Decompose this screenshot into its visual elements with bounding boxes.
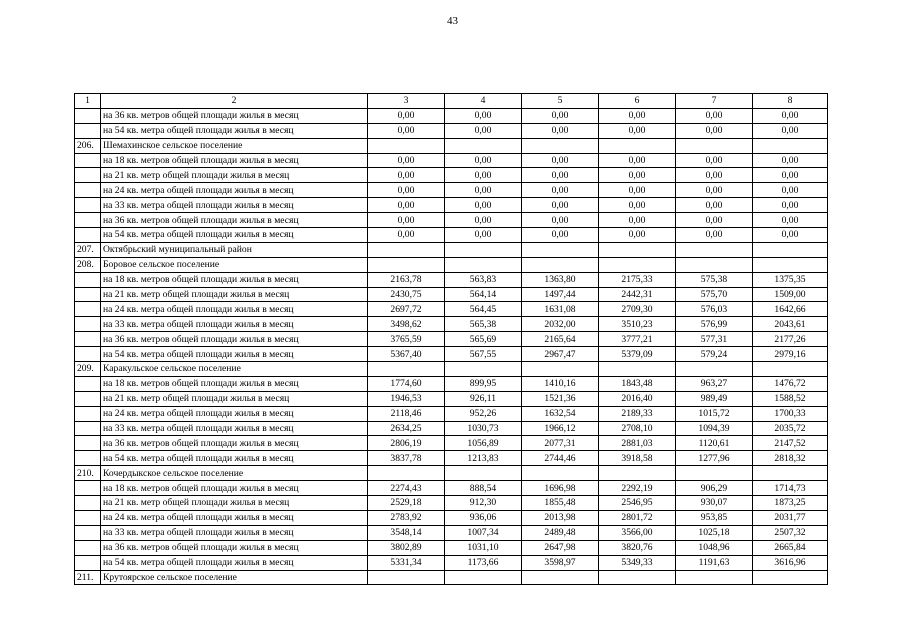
- value-cell: 1476,72: [753, 376, 828, 391]
- table-row: [75, 451, 828, 466]
- value-cell: 2665,84: [753, 540, 828, 555]
- value-cell: [522, 138, 599, 153]
- row-number-cell: 209.: [75, 362, 101, 377]
- value-cell: 0,00: [445, 168, 522, 183]
- value-cell: [753, 362, 828, 377]
- row-number-cell: [75, 272, 101, 287]
- table-row: [75, 481, 828, 496]
- value-cell: 0,00: [753, 123, 828, 138]
- value-cell: 3548,14: [368, 525, 445, 540]
- value-cell: 0,00: [445, 198, 522, 213]
- value-cell: 899,95: [445, 376, 522, 391]
- value-cell: 577,31: [676, 332, 753, 347]
- column-number-cell: 5: [522, 94, 599, 109]
- row-number-cell: [75, 555, 101, 570]
- value-cell: 2032,00: [522, 317, 599, 332]
- table-row: [75, 183, 828, 198]
- row-number-cell: [75, 317, 101, 332]
- value-cell: 1031,10: [445, 540, 522, 555]
- value-cell: 1714,73: [753, 481, 828, 496]
- value-cell: 1843,48: [599, 376, 676, 391]
- table-row: [75, 496, 828, 511]
- row-name-cell: на 36 кв. метров общей площади жилья в месяц: [101, 540, 368, 555]
- value-cell: 576,99: [676, 317, 753, 332]
- row-number-cell: [75, 391, 101, 406]
- column-number-cell: 7: [676, 94, 753, 109]
- row-number-cell: [75, 332, 101, 347]
- table-row: [75, 287, 828, 302]
- value-cell: 2507,32: [753, 525, 828, 540]
- value-cell: [445, 138, 522, 153]
- row-number-cell: [75, 436, 101, 451]
- value-cell: 2077,31: [522, 436, 599, 451]
- row-number-cell: [75, 451, 101, 466]
- row-number-cell: [75, 287, 101, 302]
- value-cell: 2165,64: [522, 332, 599, 347]
- value-cell: 3802,89: [368, 540, 445, 555]
- table-row: [75, 540, 828, 555]
- table-row: [75, 555, 828, 570]
- value-cell: 0,00: [676, 123, 753, 138]
- row-number-cell: [75, 108, 101, 123]
- value-cell: 1632,54: [522, 406, 599, 421]
- value-cell: 1120,61: [676, 436, 753, 451]
- value-cell: [599, 362, 676, 377]
- value-cell: 2189,33: [599, 406, 676, 421]
- table-row: [75, 242, 828, 257]
- value-cell: 3566,00: [599, 525, 676, 540]
- value-cell: [753, 257, 828, 272]
- value-cell: 565,69: [445, 332, 522, 347]
- value-cell: 0,00: [753, 153, 828, 168]
- table-row: [75, 466, 828, 481]
- row-name-cell: на 54 кв. метра общей площади жилья в месяц: [101, 228, 368, 243]
- table-row: [75, 123, 828, 138]
- value-cell: 2967,47: [522, 347, 599, 362]
- value-cell: 0,00: [676, 213, 753, 228]
- value-cell: 0,00: [522, 168, 599, 183]
- value-cell: [599, 466, 676, 481]
- value-cell: 1173,66: [445, 555, 522, 570]
- value-cell: [753, 138, 828, 153]
- value-cell: 2043,61: [753, 317, 828, 332]
- value-cell: 0,00: [676, 168, 753, 183]
- table-row: [75, 421, 828, 436]
- row-name-cell: на 21 кв. метр общей площади жилья в месяц: [101, 287, 368, 302]
- value-cell: 953,85: [676, 510, 753, 525]
- row-number-cell: [75, 347, 101, 362]
- value-cell: 1497,44: [522, 287, 599, 302]
- value-cell: 576,03: [676, 302, 753, 317]
- value-cell: 926,11: [445, 391, 522, 406]
- value-cell: 912,30: [445, 496, 522, 511]
- value-cell: 563,83: [445, 272, 522, 287]
- value-cell: 564,45: [445, 302, 522, 317]
- value-cell: 3498,62: [368, 317, 445, 332]
- value-cell: [676, 570, 753, 585]
- row-number-cell: 211.: [75, 570, 101, 585]
- table-row: [75, 525, 828, 540]
- value-cell: [753, 242, 828, 257]
- table-row: [75, 317, 828, 332]
- value-cell: 579,24: [676, 347, 753, 362]
- value-cell: 3510,23: [599, 317, 676, 332]
- value-cell: 936,06: [445, 510, 522, 525]
- row-name-cell: на 36 кв. метров общей площади жилья в месяц: [101, 108, 368, 123]
- value-cell: 952,26: [445, 406, 522, 421]
- row-number-cell: [75, 213, 101, 228]
- value-cell: 2035,72: [753, 421, 828, 436]
- row-name-cell: на 54 кв. метра общей площади жилья в месяц: [101, 555, 368, 570]
- value-cell: [522, 257, 599, 272]
- table-row: [75, 362, 828, 377]
- value-cell: 2783,92: [368, 510, 445, 525]
- column-number-cell: 6: [599, 94, 676, 109]
- value-cell: 1946,53: [368, 391, 445, 406]
- row-name-cell: Кочердыкское сельское поселение: [101, 466, 368, 481]
- row-number-cell: [75, 376, 101, 391]
- column-number-cell: 1: [75, 94, 101, 109]
- row-name-cell: на 54 кв. метра общей площади жилья в месяц: [101, 451, 368, 466]
- value-cell: 0,00: [522, 108, 599, 123]
- row-name-cell: на 24 кв. метра общей площади жилья в месяц: [101, 406, 368, 421]
- value-cell: 0,00: [599, 213, 676, 228]
- table-row: [75, 406, 828, 421]
- row-number-cell: 206.: [75, 138, 101, 153]
- value-cell: 3820,76: [599, 540, 676, 555]
- value-cell: 2801,72: [599, 510, 676, 525]
- row-name-cell: на 36 кв. метров общей площади жилья в месяц: [101, 436, 368, 451]
- row-number-cell: 210.: [75, 466, 101, 481]
- value-cell: 0,00: [676, 228, 753, 243]
- value-cell: 1191,63: [676, 555, 753, 570]
- value-cell: 2031,77: [753, 510, 828, 525]
- value-cell: 3616,96: [753, 555, 828, 570]
- row-name-cell: Боровое сельское поселение: [101, 257, 368, 272]
- value-cell: 0,00: [368, 123, 445, 138]
- value-cell: 0,00: [676, 183, 753, 198]
- value-cell: 2708,10: [599, 421, 676, 436]
- value-cell: 0,00: [599, 198, 676, 213]
- row-name-cell: на 18 кв. метров общей площади жилья в месяц: [101, 153, 368, 168]
- value-cell: 2881,03: [599, 436, 676, 451]
- value-cell: 0,00: [599, 123, 676, 138]
- value-cell: 2292,19: [599, 481, 676, 496]
- value-cell: 0,00: [676, 108, 753, 123]
- row-name-cell: на 33 кв. метра общей площади жилья в месяц: [101, 198, 368, 213]
- table-row: [75, 302, 828, 317]
- value-cell: 3765,59: [368, 332, 445, 347]
- row-name-cell: на 18 кв. метров общей площади жилья в месяц: [101, 272, 368, 287]
- row-name-cell: на 33 кв. метра общей площади жилья в месяц: [101, 317, 368, 332]
- value-cell: 0,00: [522, 183, 599, 198]
- value-cell: 3918,58: [599, 451, 676, 466]
- value-cell: 1631,08: [522, 302, 599, 317]
- value-cell: [368, 138, 445, 153]
- row-number-cell: [75, 198, 101, 213]
- table-header-row: [75, 94, 828, 109]
- value-cell: 0,00: [368, 213, 445, 228]
- value-cell: 2709,30: [599, 302, 676, 317]
- value-cell: [445, 362, 522, 377]
- value-cell: 1855,48: [522, 496, 599, 511]
- row-name-cell: на 18 кв. метров общей площади жилья в месяц: [101, 376, 368, 391]
- value-cell: 1030,73: [445, 421, 522, 436]
- table-row: [75, 376, 828, 391]
- value-cell: 1025,18: [676, 525, 753, 540]
- value-cell: 1642,66: [753, 302, 828, 317]
- table-row: [75, 510, 828, 525]
- value-cell: 0,00: [445, 123, 522, 138]
- value-cell: 0,00: [368, 198, 445, 213]
- value-cell: 0,00: [599, 108, 676, 123]
- value-cell: 0,00: [522, 123, 599, 138]
- value-cell: 2634,25: [368, 421, 445, 436]
- value-cell: 0,00: [753, 183, 828, 198]
- value-cell: 3598,97: [522, 555, 599, 570]
- row-number-cell: [75, 183, 101, 198]
- row-name-cell: на 24 кв. метра общей площади жилья в месяц: [101, 183, 368, 198]
- row-name-cell: Крутоярское сельское поселение: [101, 570, 368, 585]
- row-name-cell: на 33 кв. метра общей площади жилья в месяц: [101, 525, 368, 540]
- value-cell: 575,38: [676, 272, 753, 287]
- value-cell: 3837,78: [368, 451, 445, 466]
- table-row: [75, 168, 828, 183]
- value-cell: 0,00: [753, 108, 828, 123]
- value-cell: [599, 242, 676, 257]
- value-cell: 0,00: [753, 198, 828, 213]
- row-number-cell: [75, 496, 101, 511]
- value-cell: [753, 570, 828, 585]
- row-name-cell: Каракульское сельское поселение: [101, 362, 368, 377]
- value-cell: 2016,40: [599, 391, 676, 406]
- value-cell: 0,00: [368, 108, 445, 123]
- value-cell: 2013,98: [522, 510, 599, 525]
- value-cell: [676, 257, 753, 272]
- value-cell: 0,00: [753, 168, 828, 183]
- row-name-cell: на 18 кв. метров общей площади жилья в месяц: [101, 481, 368, 496]
- value-cell: 575,70: [676, 287, 753, 302]
- value-cell: 1774,60: [368, 376, 445, 391]
- row-number-cell: [75, 540, 101, 555]
- value-cell: [676, 138, 753, 153]
- table-row: [75, 391, 828, 406]
- table-row: [75, 108, 828, 123]
- value-cell: 0,00: [676, 198, 753, 213]
- value-cell: 1375,35: [753, 272, 828, 287]
- column-number-cell: 4: [445, 94, 522, 109]
- value-cell: 5379,09: [599, 347, 676, 362]
- value-cell: 1966,12: [522, 421, 599, 436]
- table-row: [75, 257, 828, 272]
- row-number-cell: [75, 421, 101, 436]
- row-name-cell: на 21 кв. метр общей площади жилья в месяц: [101, 168, 368, 183]
- value-cell: 1700,33: [753, 406, 828, 421]
- value-cell: 0,00: [368, 183, 445, 198]
- value-cell: [522, 362, 599, 377]
- row-name-cell: на 54 кв. метра общей площади жилья в месяц: [101, 347, 368, 362]
- value-cell: 1015,72: [676, 406, 753, 421]
- value-cell: [368, 466, 445, 481]
- value-cell: [368, 570, 445, 585]
- value-cell: 0,00: [445, 228, 522, 243]
- row-number-cell: [75, 228, 101, 243]
- value-cell: 5331,34: [368, 555, 445, 570]
- value-cell: 0,00: [676, 153, 753, 168]
- column-number-cell: 8: [753, 94, 828, 109]
- value-cell: 0,00: [445, 153, 522, 168]
- value-cell: 2147,52: [753, 436, 828, 451]
- value-cell: [676, 466, 753, 481]
- value-cell: [599, 138, 676, 153]
- row-number-cell: [75, 123, 101, 138]
- value-cell: 564,14: [445, 287, 522, 302]
- value-cell: 2175,33: [599, 272, 676, 287]
- row-number-cell: 207.: [75, 242, 101, 257]
- value-cell: 2529,18: [368, 496, 445, 511]
- value-cell: 0,00: [599, 228, 676, 243]
- value-cell: [445, 257, 522, 272]
- row-name-cell: на 24 кв. метра общей площади жилья в месяц: [101, 302, 368, 317]
- value-cell: 2744,46: [522, 451, 599, 466]
- row-number-cell: [75, 525, 101, 540]
- value-cell: 0,00: [368, 168, 445, 183]
- value-cell: 1277,96: [676, 451, 753, 466]
- value-cell: 1410,16: [522, 376, 599, 391]
- value-cell: 567,55: [445, 347, 522, 362]
- table-row: [75, 436, 828, 451]
- value-cell: 0,00: [522, 228, 599, 243]
- table-row: [75, 332, 828, 347]
- row-number-cell: [75, 406, 101, 421]
- value-cell: 1588,52: [753, 391, 828, 406]
- value-cell: 0,00: [445, 183, 522, 198]
- row-number-cell: [75, 510, 101, 525]
- value-cell: 1056,89: [445, 436, 522, 451]
- value-cell: [676, 242, 753, 257]
- value-cell: 565,38: [445, 317, 522, 332]
- table-row: [75, 138, 828, 153]
- value-cell: [445, 466, 522, 481]
- row-name-cell: на 21 кв. метр общей площади жилья в месяц: [101, 496, 368, 511]
- value-cell: 1007,34: [445, 525, 522, 540]
- value-cell: 888,54: [445, 481, 522, 496]
- value-cell: 2163,78: [368, 272, 445, 287]
- row-name-cell: Октябрьский муниципальный район: [101, 242, 368, 257]
- value-cell: 2546,95: [599, 496, 676, 511]
- row-name-cell: на 54 кв. метра общей площади жилья в месяц: [101, 123, 368, 138]
- value-cell: 5367,40: [368, 347, 445, 362]
- value-cell: 963,27: [676, 376, 753, 391]
- row-name-cell: на 33 кв. метра общей площади жилья в месяц: [101, 421, 368, 436]
- value-cell: [522, 466, 599, 481]
- value-cell: 0,00: [368, 228, 445, 243]
- row-name-cell: на 36 кв. метров общей площади жилья в месяц: [101, 332, 368, 347]
- value-cell: 1363,80: [522, 272, 599, 287]
- row-number-cell: [75, 168, 101, 183]
- value-cell: 989,49: [676, 391, 753, 406]
- value-cell: 1873,25: [753, 496, 828, 511]
- value-cell: [599, 570, 676, 585]
- value-cell: 0,00: [445, 213, 522, 228]
- value-cell: 1213,83: [445, 451, 522, 466]
- value-cell: 2806,19: [368, 436, 445, 451]
- column-number-cell: 3: [368, 94, 445, 109]
- value-cell: 0,00: [522, 213, 599, 228]
- value-cell: [753, 466, 828, 481]
- table-row: [75, 213, 828, 228]
- row-name-cell: на 24 кв. метра общей площади жилья в месяц: [101, 510, 368, 525]
- value-cell: [522, 242, 599, 257]
- value-cell: 0,00: [368, 153, 445, 168]
- value-cell: 0,00: [599, 168, 676, 183]
- table-row: [75, 228, 828, 243]
- value-cell: 0,00: [522, 198, 599, 213]
- value-cell: 1048,96: [676, 540, 753, 555]
- value-cell: 5349,33: [599, 555, 676, 570]
- row-number-cell: [75, 481, 101, 496]
- value-cell: 0,00: [599, 153, 676, 168]
- tariff-table: [74, 93, 828, 585]
- column-number-cell: 2: [101, 94, 368, 109]
- value-cell: 2118,46: [368, 406, 445, 421]
- value-cell: 1696,98: [522, 481, 599, 496]
- table-row: [75, 153, 828, 168]
- value-cell: 930,07: [676, 496, 753, 511]
- value-cell: [368, 257, 445, 272]
- value-cell: 0,00: [445, 108, 522, 123]
- value-cell: 3777,21: [599, 332, 676, 347]
- value-cell: 2818,32: [753, 451, 828, 466]
- row-number-cell: [75, 302, 101, 317]
- value-cell: 1509,00: [753, 287, 828, 302]
- row-name-cell: на 36 кв. метров общей площади жилья в месяц: [101, 213, 368, 228]
- value-cell: 0,00: [753, 228, 828, 243]
- value-cell: [368, 242, 445, 257]
- value-cell: 1521,36: [522, 391, 599, 406]
- value-cell: 906,29: [676, 481, 753, 496]
- value-cell: 2489,48: [522, 525, 599, 540]
- value-cell: 0,00: [599, 183, 676, 198]
- value-cell: [522, 570, 599, 585]
- row-name-cell: Шемахинское сельское поселение: [101, 138, 368, 153]
- value-cell: [676, 362, 753, 377]
- table-row: [75, 570, 828, 585]
- row-number-cell: 208.: [75, 257, 101, 272]
- value-cell: [445, 242, 522, 257]
- value-cell: [368, 362, 445, 377]
- value-cell: 0,00: [522, 153, 599, 168]
- table-row: [75, 347, 828, 362]
- value-cell: 2177,26: [753, 332, 828, 347]
- value-cell: 2430,75: [368, 287, 445, 302]
- value-cell: 0,00: [753, 213, 828, 228]
- value-cell: 2274,43: [368, 481, 445, 496]
- value-cell: 1094,39: [676, 421, 753, 436]
- row-number-cell: [75, 153, 101, 168]
- value-cell: 2979,16: [753, 347, 828, 362]
- table-row: [75, 198, 828, 213]
- value-cell: [445, 570, 522, 585]
- row-name-cell: на 21 кв. метр общей площади жилья в месяц: [101, 391, 368, 406]
- value-cell: 2697,72: [368, 302, 445, 317]
- table-row: [75, 272, 828, 287]
- value-cell: [599, 257, 676, 272]
- page-number: 43: [447, 15, 458, 27]
- value-cell: 2442,31: [599, 287, 676, 302]
- value-cell: 2647,98: [522, 540, 599, 555]
